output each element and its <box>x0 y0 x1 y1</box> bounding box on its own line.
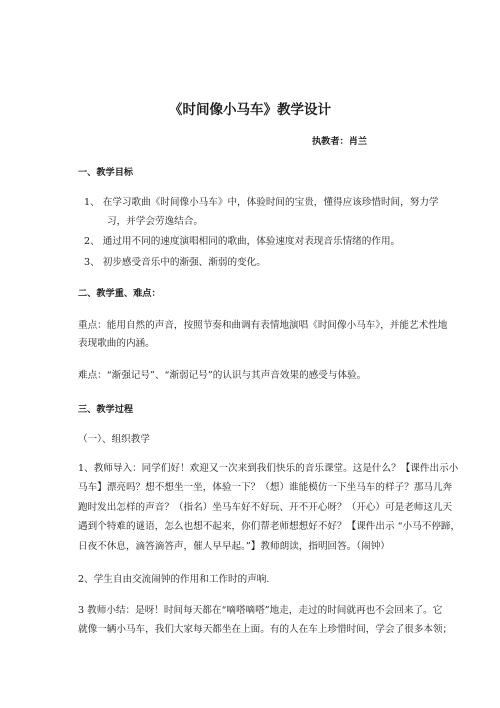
section-heading-key-points: 二、教学重、难点： <box>78 288 161 299</box>
section-heading-process: 三、教学过程 <box>78 404 134 415</box>
objective-item: 3、 初步感受音乐中的渐强、渐弱的变化。 <box>84 257 266 268</box>
paragraph-line: 2、学生自由交流闹钟的作用和工作时的声响. <box>78 574 270 585</box>
document-title: 《时间像小马车》教学设计 <box>169 102 331 118</box>
paragraph-line: 3 教师小结：是呀！时间每天都在“嘀嗒嘀嗒”地走，走过的时间就再也不会回来了。它 <box>78 605 443 616</box>
subheading-organize: （一）、组织教学 <box>78 434 150 445</box>
paragraph-line: 1、教师导入：同学们好！欢迎又一次来到我们快乐的音乐课堂。这是什么？【课件出示小 <box>78 463 459 474</box>
author-line: 执教者：肖兰 <box>312 136 368 147</box>
objective-item: 2、 通过用不同的速度演唱相同的歌曲，体验速度对表现音乐情绪的作用。 <box>84 236 401 247</box>
paragraph-line: 遇到个特难的谜语，怎么也想不起来，你们帮老师想想好不好？【课件出示 “小马不停蹄， <box>78 521 461 532</box>
section-heading-objectives: 一、教学目标 <box>78 167 134 178</box>
paragraph-line: 马车】漂亮吗？想不想坐一坐，体验一下？（想）谁能模仿一下坐马车的样子？那马儿奔 <box>78 482 453 493</box>
difficulty-text: 难点：“渐强记号”、“渐弱记号”的认识与其声音效果的感受与体验。 <box>78 370 367 381</box>
paragraph-line: 跑时发出怎样的声音？（指名）坐马车好不好玩、开不开心呀？（开心）可是老师这儿天 <box>78 502 453 513</box>
key-points-text: 重点：能用自然的声音，按照节奏和曲调有表情地演唱《时间像小马车》，并能艺术性地 <box>78 320 448 331</box>
paragraph-line: 日夜不休息，滴答滴答声，催人早早起。”】教师朗读，指明回答。（闹钟） <box>78 541 390 552</box>
paragraph-line: 就像一辆小马车，我们大家每天都坐在上面。有的人在车上珍惜时间，学会了很多本领； <box>78 624 453 635</box>
objective-item: 习，并学会劳逸结合。 <box>107 216 203 227</box>
objective-item: 1、 在学习歌曲《时间像小马车》中，体验时间的宝贵，懂得应该珍惜时间，努力学 <box>84 197 439 208</box>
key-points-text: 表现歌曲的内涵。 <box>78 338 155 349</box>
